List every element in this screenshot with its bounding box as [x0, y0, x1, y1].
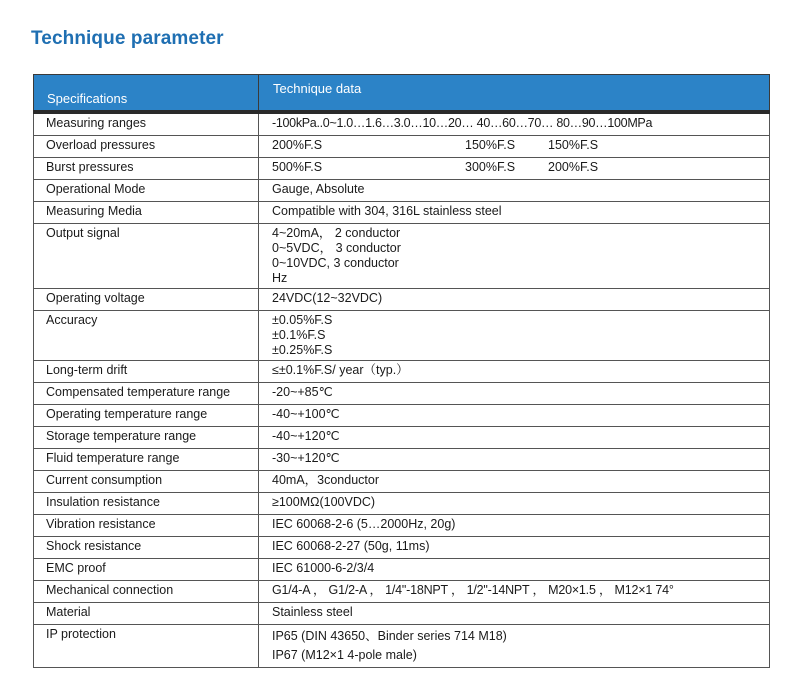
- burst-value-3: 200%F.S: [548, 160, 599, 174]
- table-row: [34, 515, 770, 537]
- table-header-row: [34, 75, 770, 113]
- row-label: Storage temperature range: [34, 427, 259, 449]
- burst-value-2: 300%F.S: [465, 160, 516, 174]
- row-value: -100kPa..0~1.0…1.6…3.0…10…20… 40…60…70… 80…90…100MPa: [259, 112, 770, 136]
- overload-value-2: 150%F.S: [465, 138, 516, 152]
- output-signal-line: Hz: [272, 271, 288, 285]
- row-label: Long-term drift: [34, 361, 259, 383]
- table-row: [34, 202, 770, 224]
- table-row: [34, 449, 770, 471]
- table-row: [34, 158, 770, 180]
- table-row: [34, 603, 770, 625]
- table-row: [34, 427, 770, 449]
- table-row: [34, 361, 770, 383]
- row-label: Mechanical connection: [34, 581, 259, 603]
- header-specifications: Specifications: [34, 75, 259, 113]
- row-label: Measuring ranges: [34, 112, 259, 136]
- table-row: [34, 471, 770, 493]
- table-row: [34, 289, 770, 311]
- row-value: [259, 158, 770, 180]
- row-value: 40mA，3conductor: [259, 471, 770, 493]
- row-label: Fluid temperature range: [34, 449, 259, 471]
- accuracy-line: ±0.25%F.S: [272, 343, 333, 357]
- row-label: Current consumption: [34, 471, 259, 493]
- table-row: [34, 559, 770, 581]
- row-value: ≥100MΩ(100VDC): [259, 493, 770, 515]
- table-row: [34, 581, 770, 603]
- specification-table: [33, 74, 770, 668]
- row-label: Output signal: [34, 224, 259, 289]
- row-label: Overload pressures: [34, 136, 259, 158]
- row-value: Compatible with 304, 316L stainless steel: [259, 202, 770, 224]
- row-value: IEC 61000-6-2/3/4: [259, 559, 770, 581]
- row-value: IEC 60068-2-27 (50g, 11ms): [259, 537, 770, 559]
- row-value: ≤±0.1%F.S/ year（typ.）: [259, 361, 770, 383]
- table-row: [34, 493, 770, 515]
- table-row: [34, 625, 770, 668]
- table-row: [34, 136, 770, 158]
- row-label: Accuracy: [34, 311, 259, 361]
- row-label: Measuring Media: [34, 202, 259, 224]
- output-signal-line: 4~20mA， 2 conductor: [272, 226, 401, 240]
- ip-protection-line: IP65 (DIN 43650、Binder series 714 M18): [272, 629, 507, 643]
- row-value: [259, 224, 770, 289]
- table-row: [34, 180, 770, 202]
- row-value: Stainless steel: [259, 603, 770, 625]
- row-value: -20~+85℃: [259, 383, 770, 405]
- row-label: Material: [34, 603, 259, 625]
- accuracy-line: ±0.1%F.S: [272, 328, 326, 342]
- overload-value-3: 150%F.S: [548, 138, 599, 152]
- accuracy-line: ±0.05%F.S: [272, 313, 333, 327]
- row-label: Operational Mode: [34, 180, 259, 202]
- ip-protection-line: IP67 (M12×1 4-pole male): [272, 648, 417, 662]
- output-signal-line: 0~10VDC, 3 conductor: [272, 256, 399, 270]
- output-signal-line: 0~5VDC， 3 conductor: [272, 241, 401, 255]
- table-row: [34, 224, 770, 289]
- overload-value-1: 200%F.S: [272, 138, 323, 152]
- table-row: [34, 311, 770, 361]
- row-value: [259, 311, 770, 361]
- row-label: EMC proof: [34, 559, 259, 581]
- row-label: Shock resistance: [34, 537, 259, 559]
- table-row: [34, 537, 770, 559]
- row-label: Vibration resistance: [34, 515, 259, 537]
- page-title: Technique parameter: [31, 28, 224, 49]
- row-label: Compensated temperature range: [34, 383, 259, 405]
- row-value: IEC 60068-2-6 (5…2000Hz, 20g): [259, 515, 770, 537]
- header-technique-data: Technique data: [259, 75, 770, 113]
- row-label: Insulation resistance: [34, 493, 259, 515]
- row-value: -30~+120℃: [259, 449, 770, 471]
- row-value: G1/4-A ， G1/2-A ， 1/4"-18NPT ， 1/2"-14NPT ， M20×1.5 ， M12×1 74°: [259, 581, 770, 603]
- row-label: Operating voltage: [34, 289, 259, 311]
- row-value: Gauge, Absolute: [259, 180, 770, 202]
- row-value: -40~+120℃: [259, 427, 770, 449]
- row-value: 24VDC(12~32VDC): [259, 289, 770, 311]
- burst-value-1: 500%F.S: [272, 160, 323, 174]
- table-row: [34, 383, 770, 405]
- row-value: [259, 136, 770, 158]
- row-label: Operating temperature range: [34, 405, 259, 427]
- table-row: [34, 112, 770, 136]
- row-value: -40~+100℃: [259, 405, 770, 427]
- table-row: [34, 405, 770, 427]
- row-label: Burst pressures: [34, 158, 259, 180]
- row-label: IP protection: [34, 625, 259, 668]
- row-value: [259, 625, 770, 668]
